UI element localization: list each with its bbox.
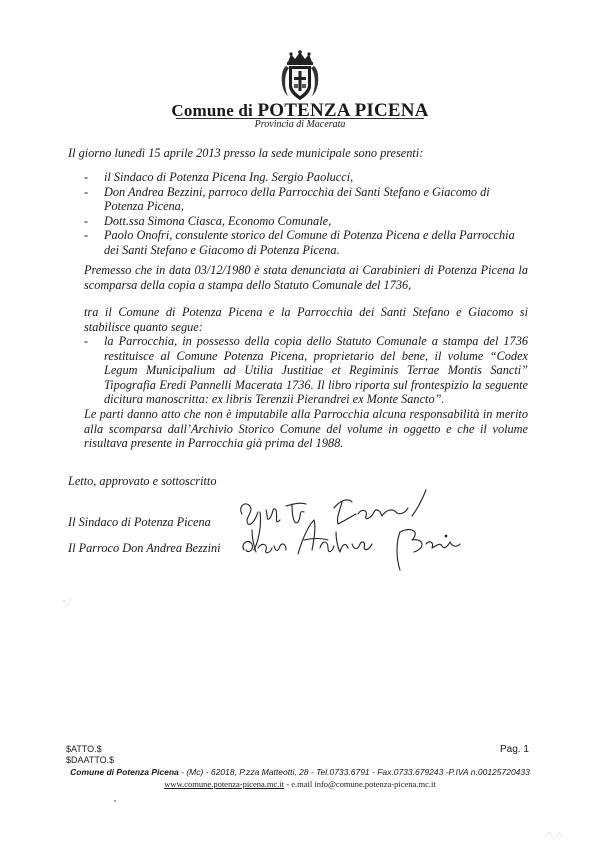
scan-speck xyxy=(114,800,116,802)
approval-line: Letto, approvato e sottoscritto xyxy=(68,474,217,488)
list-item: - il Sindaco di Potenza Picena Ing. Sergio Paolucci, xyxy=(84,170,528,185)
intro-paragraph: Il giorno lunedì 15 aprile 2013 presso la sede municipale sono presenti: xyxy=(68,146,424,160)
signatory-mayor: Il Sindaco di Potenza Picena xyxy=(68,515,211,529)
scan-speck xyxy=(60,596,74,610)
page-number: Pag. 1 xyxy=(500,744,529,755)
province-subtitle: Provincia di Macerata xyxy=(254,119,346,130)
coat-of-arms-icon xyxy=(280,50,320,102)
footer-address-details: - (Mc) - 62018, P.zza Matteotti, 28 - Tel.0733.6791 - Fax.0733.679243 -P.IVA n.00125720433 xyxy=(178,767,530,777)
premesso-paragraph: Premesso che in data 03/12/1980 è stata denunciata ai Carabinieri di Potenza Picena la scomparsa della copia a stampa dello Statuto Comunale del 1736, xyxy=(84,263,528,292)
footer-contacts xyxy=(0,779,600,789)
agreement-list xyxy=(84,334,528,407)
parties-paragraph: Le parti danno atto che non è imputabile alla Parrocchia alcuna responsabilità in merito alla scomparsa dall’Archivio Storico Comune del volume in oggetto e che il volume risultava presente in Parrocchia già prima del 1988. xyxy=(84,407,528,451)
footer-address xyxy=(0,767,600,777)
handwritten-signatures xyxy=(236,486,472,574)
scan-artifact xyxy=(544,830,564,840)
org-prefix: Comune di xyxy=(171,101,253,120)
attendees-list xyxy=(84,170,528,258)
website-link[interactable]: www.comune.potenza-picena.mc.it xyxy=(164,779,285,789)
org-name: POTENZA PICENA xyxy=(257,100,429,121)
template-placeholder-daatto: $DAATTO.$ xyxy=(66,755,115,765)
footer-org-name: Comune di Potenza Picena xyxy=(70,767,179,777)
footer-email: - e.mail info@comune.potenza-picena.mc.it xyxy=(284,779,436,789)
agreement-intro: tra il Comune di Potenza Picena e la Parrocchia dei Santi Stefano e Giacomo si stabilisce quanto segue: xyxy=(84,305,528,334)
list-item: - Paolo Onofri, consulente storico del Comune di Potenza Picena e della Parrocchia dei Santi Stefano e Giacomo di Potenza Picena. xyxy=(84,228,528,257)
list-item: - Don Andrea Bezzini, parroco della Parrocchia dei Santi Stefano e Giacomo di Potenza Picena, xyxy=(84,185,528,214)
signatory-parish-priest: Il Parroco Don Andrea Bezzini xyxy=(68,541,221,555)
list-item: - la Parrocchia, in possesso della copia dello Statuto Comunale a stampa del 1736 restituisce al Comune Potenza Picena, proprietario del bene, il volume “Codex Legum Municipalium ad Utilia Justitiae et Regiminis Terrae Montis Sancti” Tipografia Eredi Pannelli Macerata 1736. Il libro riporta sul frontespizio la seguente dicitura manoscritta: ex libris Terenzii Pierandrei ex Monte Sancto”. xyxy=(84,334,528,407)
template-placeholder-atto: $ATTO.$ xyxy=(66,744,102,754)
list-item: - Dott.ssa Simona Ciasca, Economo Comunale, xyxy=(84,214,528,229)
